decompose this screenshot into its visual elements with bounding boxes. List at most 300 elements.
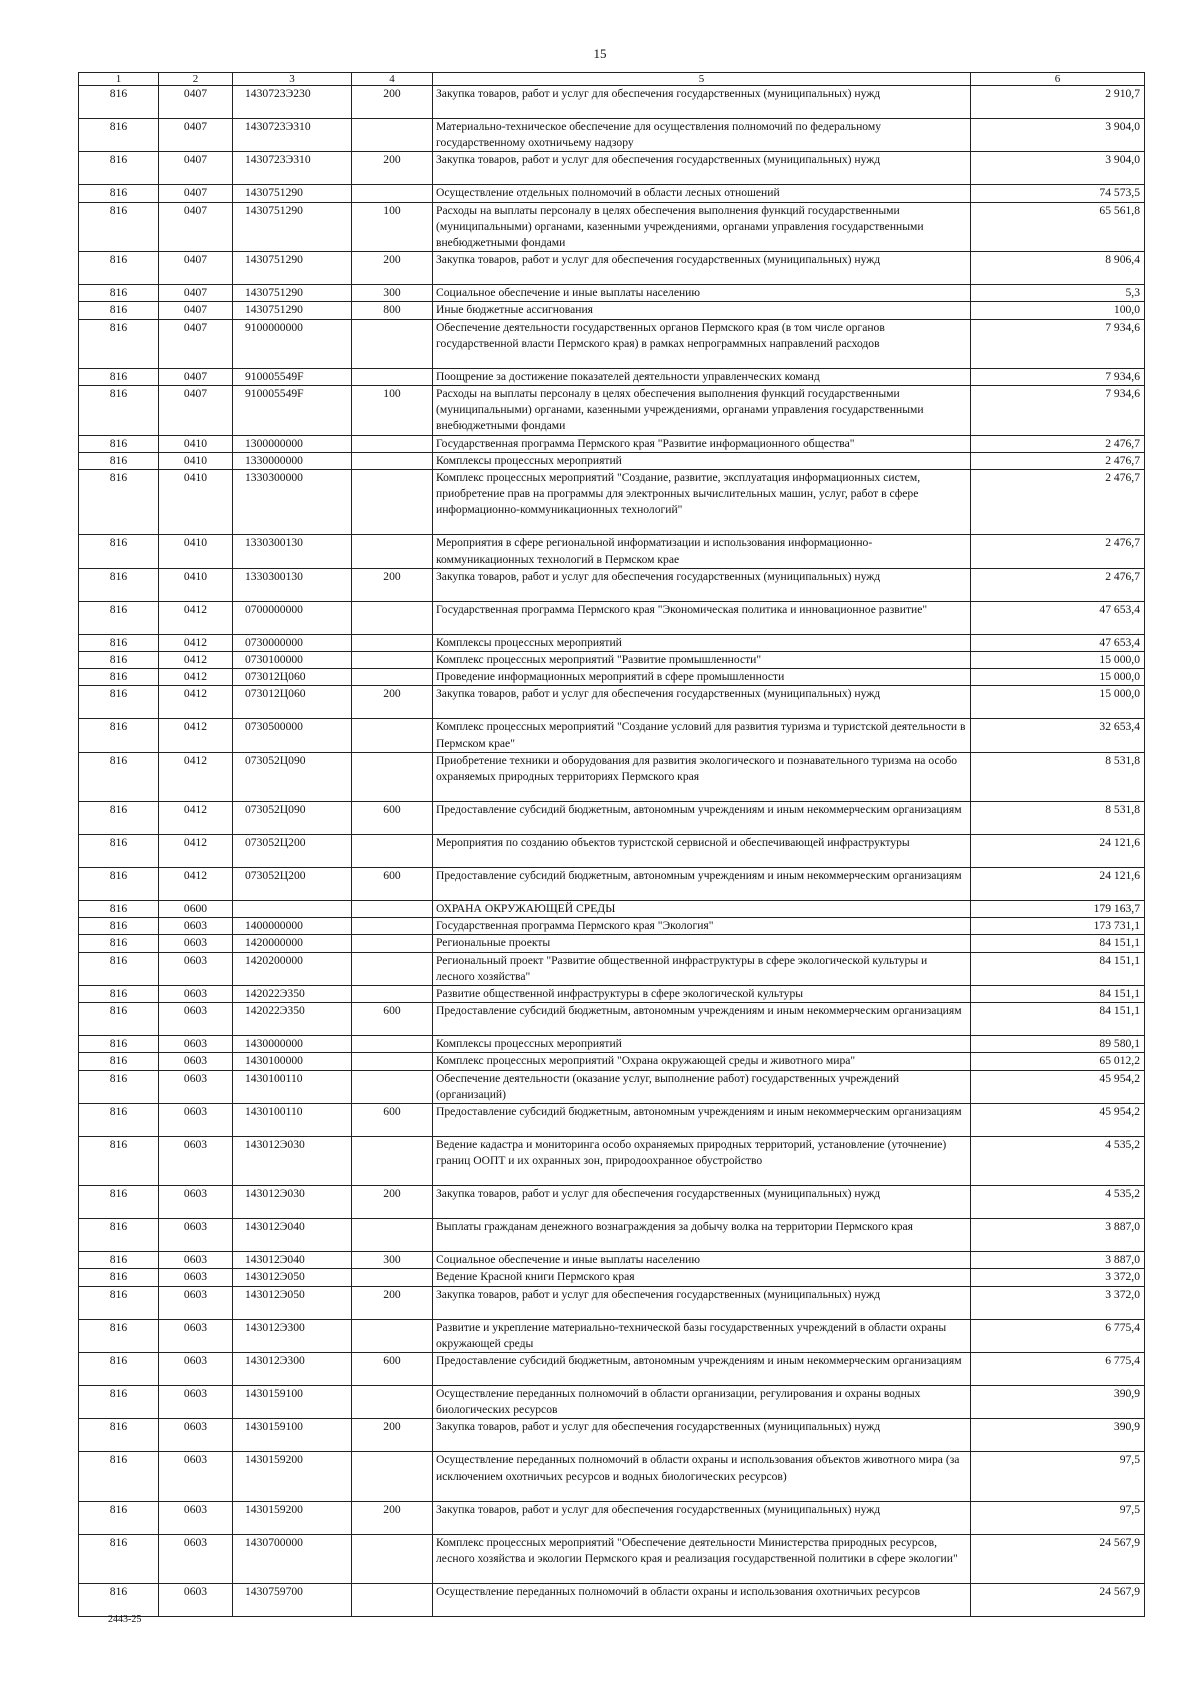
ministry-code-cell: 816 bbox=[79, 1501, 159, 1534]
amount-cell: 8 531,8 bbox=[971, 802, 1145, 835]
ministry-code-cell: 816 bbox=[79, 1252, 159, 1269]
description-cell: Поощрение за достижение показателей деятельности управленческих команд bbox=[433, 368, 971, 385]
section-code-cell: 0412 bbox=[159, 868, 233, 901]
ministry-code-cell: 816 bbox=[79, 652, 159, 669]
table-row bbox=[79, 719, 1145, 752]
expense-type-cell: 100 bbox=[352, 386, 433, 436]
expense-type-cell bbox=[352, 319, 433, 368]
expense-type-cell bbox=[352, 470, 433, 535]
target-article-cell: 1430751290 bbox=[233, 185, 352, 202]
amount-cell: 8 531,8 bbox=[971, 752, 1145, 801]
expense-type-cell bbox=[352, 634, 433, 651]
table-row bbox=[79, 1452, 1145, 1501]
amount-cell: 390,9 bbox=[971, 1386, 1145, 1419]
target-article-cell: 0730000000 bbox=[233, 634, 352, 651]
section-code-cell: 0603 bbox=[159, 1104, 233, 1137]
expense-type-cell bbox=[352, 1036, 433, 1053]
ministry-code-cell: 816 bbox=[79, 901, 159, 918]
expense-type-cell bbox=[352, 435, 433, 452]
table-row bbox=[79, 1583, 1145, 1616]
amount-cell: 45 954,2 bbox=[971, 1104, 1145, 1137]
amount-cell: 84 151,1 bbox=[971, 952, 1145, 985]
target-article-cell: 073052Ц200 bbox=[233, 835, 352, 868]
target-article-cell: 1430751290 bbox=[233, 302, 352, 319]
expense-type-cell bbox=[352, 185, 433, 202]
ministry-code-cell: 816 bbox=[79, 952, 159, 985]
amount-cell: 3 372,0 bbox=[971, 1286, 1145, 1319]
section-code-cell: 0412 bbox=[159, 752, 233, 801]
target-article-cell: 1430159200 bbox=[233, 1452, 352, 1501]
ministry-code-cell: 816 bbox=[79, 1104, 159, 1137]
expense-type-cell bbox=[352, 1386, 433, 1419]
table-row bbox=[79, 1137, 1145, 1186]
section-code-cell: 0412 bbox=[159, 652, 233, 669]
description-cell: Закупка товаров, работ и услуг для обеспечения государственных (муниципальных) нужд bbox=[433, 252, 971, 285]
amount-cell: 2 476,7 bbox=[971, 568, 1145, 601]
description-cell: ОХРАНА ОКРУЖАЮЩЕЙ СРЕДЫ bbox=[433, 901, 971, 918]
section-code-cell: 0603 bbox=[159, 935, 233, 952]
amount-cell: 4 535,2 bbox=[971, 1137, 1145, 1186]
target-article-cell bbox=[233, 901, 352, 918]
expense-type-cell bbox=[352, 935, 433, 952]
table-row bbox=[79, 1219, 1145, 1252]
description-cell: Развитие общественной инфраструктуры в сфере экологической культуры bbox=[433, 986, 971, 1003]
description-cell: Осуществление переданных полномочий в области охраны и использования объектов животного мира (за исключением охотничьих ресурсов и водных биологических ресурсов) bbox=[433, 1452, 971, 1501]
table-row bbox=[79, 952, 1145, 985]
target-article-cell: 0730100000 bbox=[233, 652, 352, 669]
amount-cell: 173 731,1 bbox=[971, 918, 1145, 935]
expense-type-cell bbox=[352, 669, 433, 686]
target-article-cell: 143012Э040 bbox=[233, 1252, 352, 1269]
section-code-cell: 0412 bbox=[159, 835, 233, 868]
amount-cell: 24 567,9 bbox=[971, 1534, 1145, 1583]
amount-cell: 45 954,2 bbox=[971, 1070, 1145, 1103]
description-cell: Комплекс процессных мероприятий "Создание, развитие, эксплуатация информационных систем, приобретение прав на программы для электронных вычислительных машин, услуг, работ в сфере информационно-коммуникационных технологий" bbox=[433, 470, 971, 535]
ministry-code-cell: 816 bbox=[79, 285, 159, 302]
amount-cell: 2 476,7 bbox=[971, 535, 1145, 568]
table-row bbox=[79, 1104, 1145, 1137]
expense-type-cell: 200 bbox=[352, 86, 433, 119]
amount-cell: 47 653,4 bbox=[971, 634, 1145, 651]
target-article-cell: 143012Э050 bbox=[233, 1286, 352, 1319]
expense-type-cell bbox=[352, 918, 433, 935]
section-code-cell: 0603 bbox=[159, 1386, 233, 1419]
ministry-code-cell: 816 bbox=[79, 634, 159, 651]
ministry-code-cell: 816 bbox=[79, 119, 159, 152]
amount-cell: 3 372,0 bbox=[971, 1269, 1145, 1286]
description-cell: Обеспечение деятельности государственных органов Пермского края (в том числе органов государственной власти Пермского края) в рамках непрограммных направлений расходов bbox=[433, 319, 971, 368]
ministry-code-cell: 816 bbox=[79, 1053, 159, 1070]
table-row bbox=[79, 634, 1145, 651]
ministry-code-cell: 816 bbox=[79, 686, 159, 719]
amount-cell: 15 000,0 bbox=[971, 652, 1145, 669]
table-row bbox=[79, 1534, 1145, 1583]
expense-type-cell bbox=[352, 652, 433, 669]
section-code-cell: 0603 bbox=[159, 1137, 233, 1186]
description-cell: Комплексы процессных мероприятий bbox=[433, 634, 971, 651]
amount-cell: 84 151,1 bbox=[971, 935, 1145, 952]
section-code-cell: 0412 bbox=[159, 802, 233, 835]
table-row bbox=[79, 918, 1145, 935]
description-cell: Региональные проекты bbox=[433, 935, 971, 952]
section-code-cell: 0410 bbox=[159, 568, 233, 601]
target-article-cell: 1420000000 bbox=[233, 935, 352, 952]
target-article-cell: 1430751290 bbox=[233, 285, 352, 302]
section-code-cell: 0407 bbox=[159, 202, 233, 252]
table-row bbox=[79, 1269, 1145, 1286]
section-code-cell: 0407 bbox=[159, 368, 233, 385]
target-article-cell: 143012Э300 bbox=[233, 1319, 352, 1352]
description-cell: Проведение информационных мероприятий в сфере промышленности bbox=[433, 669, 971, 686]
section-code-cell: 0410 bbox=[159, 435, 233, 452]
section-code-cell: 0412 bbox=[159, 634, 233, 651]
description-cell: Ведение Красной книги Пермского края bbox=[433, 1269, 971, 1286]
table-row bbox=[79, 202, 1145, 252]
target-article-cell: 142022Э350 bbox=[233, 986, 352, 1003]
description-cell: Мероприятия по созданию объектов туристской сервисной и обеспечивающей инфраструктуры bbox=[433, 835, 971, 868]
description-cell: Региональный проект "Развитие общественной инфраструктуры в сфере экологической культуры и лесного хозяйства" bbox=[433, 952, 971, 985]
amount-cell: 84 151,1 bbox=[971, 986, 1145, 1003]
expense-type-cell bbox=[352, 1070, 433, 1103]
expense-type-cell bbox=[352, 452, 433, 469]
section-code-cell: 0407 bbox=[159, 302, 233, 319]
table-row bbox=[79, 901, 1145, 918]
target-article-cell: 073052Ц200 bbox=[233, 868, 352, 901]
ministry-code-cell: 816 bbox=[79, 368, 159, 385]
table-row bbox=[79, 470, 1145, 535]
amount-cell: 8 906,4 bbox=[971, 252, 1145, 285]
target-article-cell: 143012Э030 bbox=[233, 1137, 352, 1186]
description-cell: Предоставление субсидий бюджетным, автономным учреждениям и иным некоммерческим организациям bbox=[433, 1353, 971, 1386]
table-row bbox=[79, 1419, 1145, 1452]
target-article-cell: 073052Ц090 bbox=[233, 802, 352, 835]
target-article-cell: 1400000000 bbox=[233, 918, 352, 935]
expense-type-cell bbox=[352, 535, 433, 568]
amount-cell: 24 567,9 bbox=[971, 1583, 1145, 1616]
table-row bbox=[79, 86, 1145, 119]
amount-cell: 2 910,7 bbox=[971, 86, 1145, 119]
section-code-cell: 0603 bbox=[159, 1319, 233, 1352]
target-article-cell: 1430751290 bbox=[233, 252, 352, 285]
table-row bbox=[79, 935, 1145, 952]
section-code-cell: 0603 bbox=[159, 918, 233, 935]
table-row bbox=[79, 368, 1145, 385]
expense-type-cell: 100 bbox=[352, 202, 433, 252]
ministry-code-cell: 816 bbox=[79, 1419, 159, 1452]
ministry-code-cell: 816 bbox=[79, 435, 159, 452]
expense-type-cell: 600 bbox=[352, 1353, 433, 1386]
column-header: 3 bbox=[233, 73, 352, 86]
amount-cell: 7 934,6 bbox=[971, 368, 1145, 385]
ministry-code-cell: 816 bbox=[79, 470, 159, 535]
description-cell: Предоставление субсидий бюджетным, автономным учреждениям и иным некоммерческим организациям bbox=[433, 868, 971, 901]
description-cell: Закупка товаров, работ и услуг для обеспечения государственных (муниципальных) нужд bbox=[433, 1501, 971, 1534]
section-code-cell: 0412 bbox=[159, 669, 233, 686]
ministry-code-cell: 816 bbox=[79, 252, 159, 285]
table-row bbox=[79, 1501, 1145, 1534]
ministry-code-cell: 816 bbox=[79, 868, 159, 901]
section-code-cell: 0603 bbox=[159, 1003, 233, 1036]
target-article-cell: 1430100110 bbox=[233, 1070, 352, 1103]
description-cell: Комплекс процессных мероприятий "Создание условий для развития туризма и туристской деятельности в Пермском крае" bbox=[433, 719, 971, 752]
expense-type-cell bbox=[352, 368, 433, 385]
expense-type-cell bbox=[352, 952, 433, 985]
table-row bbox=[79, 1386, 1145, 1419]
expense-type-cell bbox=[352, 119, 433, 152]
ministry-code-cell: 816 bbox=[79, 1036, 159, 1053]
amount-cell: 7 934,6 bbox=[971, 319, 1145, 368]
ministry-code-cell: 816 bbox=[79, 319, 159, 368]
amount-cell: 390,9 bbox=[971, 1419, 1145, 1452]
ministry-code-cell: 816 bbox=[79, 1534, 159, 1583]
ministry-code-cell: 816 bbox=[79, 752, 159, 801]
description-cell: Закупка товаров, работ и услуг для обеспечения государственных (муниципальных) нужд bbox=[433, 568, 971, 601]
expense-type-cell: 600 bbox=[352, 868, 433, 901]
description-cell: Предоставление субсидий бюджетным, автономным учреждениям и иным некоммерческим организациям bbox=[433, 802, 971, 835]
target-article-cell: 073012Ц060 bbox=[233, 686, 352, 719]
description-cell: Комплексы процессных мероприятий bbox=[433, 452, 971, 469]
target-article-cell: 1330000000 bbox=[233, 452, 352, 469]
target-article-cell: 142022Э350 bbox=[233, 1003, 352, 1036]
section-code-cell: 0603 bbox=[159, 986, 233, 1003]
ministry-code-cell: 816 bbox=[79, 601, 159, 634]
table-row bbox=[79, 535, 1145, 568]
expense-type-cell: 300 bbox=[352, 1252, 433, 1269]
amount-cell: 32 653,4 bbox=[971, 719, 1145, 752]
section-code-cell: 0412 bbox=[159, 719, 233, 752]
description-cell: Предоставление субсидий бюджетным, автономным учреждениям и иным некоммерческим организациям bbox=[433, 1003, 971, 1036]
expense-type-cell: 200 bbox=[352, 1501, 433, 1534]
expense-type-cell: 200 bbox=[352, 1186, 433, 1219]
target-article-cell: 073052Ц090 bbox=[233, 752, 352, 801]
expense-type-cell: 200 bbox=[352, 686, 433, 719]
ministry-code-cell: 816 bbox=[79, 986, 159, 1003]
ministry-code-cell: 816 bbox=[79, 1286, 159, 1319]
expense-type-cell: 200 bbox=[352, 152, 433, 185]
amount-cell: 6 775,4 bbox=[971, 1319, 1145, 1352]
table-row bbox=[79, 835, 1145, 868]
table-header-row bbox=[79, 73, 1145, 86]
target-article-cell: 0700000000 bbox=[233, 601, 352, 634]
expense-type-cell bbox=[352, 835, 433, 868]
column-header: 1 bbox=[79, 73, 159, 86]
description-cell: Государственная программа Пермского края "Экономическая политика и инновационное развитие" bbox=[433, 601, 971, 634]
expense-type-cell bbox=[352, 601, 433, 634]
amount-cell: 4 535,2 bbox=[971, 1186, 1145, 1219]
target-article-cell: 1430723Э230 bbox=[233, 86, 352, 119]
section-code-cell: 0603 bbox=[159, 1286, 233, 1319]
amount-cell: 5,3 bbox=[971, 285, 1145, 302]
table-row bbox=[79, 986, 1145, 1003]
section-code-cell: 0603 bbox=[159, 1501, 233, 1534]
section-code-cell: 0603 bbox=[159, 1036, 233, 1053]
section-code-cell: 0407 bbox=[159, 185, 233, 202]
amount-cell: 74 573,5 bbox=[971, 185, 1145, 202]
target-article-cell: 1430751290 bbox=[233, 202, 352, 252]
expense-type-cell: 200 bbox=[352, 1286, 433, 1319]
target-article-cell: 9100000000 bbox=[233, 319, 352, 368]
description-cell: Предоставление субсидий бюджетным, автономным учреждениям и иным некоммерческим организациям bbox=[433, 1104, 971, 1137]
table-row bbox=[79, 452, 1145, 469]
description-cell: Обеспечение деятельности (оказание услуг, выполнение работ) государственных учреждений (организаций) bbox=[433, 1070, 971, 1103]
ministry-code-cell: 816 bbox=[79, 302, 159, 319]
section-code-cell: 0603 bbox=[159, 1534, 233, 1583]
table-row bbox=[79, 1070, 1145, 1103]
description-cell: Государственная программа Пермского края "Развитие информационного общества" bbox=[433, 435, 971, 452]
expense-type-cell: 800 bbox=[352, 302, 433, 319]
amount-cell: 47 653,4 bbox=[971, 601, 1145, 634]
section-code-cell: 0407 bbox=[159, 119, 233, 152]
section-code-cell: 0407 bbox=[159, 319, 233, 368]
section-code-cell: 0407 bbox=[159, 386, 233, 436]
ministry-code-cell: 816 bbox=[79, 535, 159, 568]
ministry-code-cell: 816 bbox=[79, 719, 159, 752]
description-cell: Осуществление отдельных полномочий в области лесных отношений bbox=[433, 185, 971, 202]
section-code-cell: 0407 bbox=[159, 86, 233, 119]
amount-cell: 3 904,0 bbox=[971, 152, 1145, 185]
description-cell: Выплаты гражданам денежного вознаграждения за добычу волка на территории Пермского края bbox=[433, 1219, 971, 1252]
target-article-cell: 1430000000 bbox=[233, 1036, 352, 1053]
table-row bbox=[79, 669, 1145, 686]
amount-cell: 3 887,0 bbox=[971, 1252, 1145, 1269]
expense-type-cell: 300 bbox=[352, 285, 433, 302]
target-article-cell: 143012Э030 bbox=[233, 1186, 352, 1219]
column-header: 4 bbox=[352, 73, 433, 86]
target-article-cell: 1430723Э310 bbox=[233, 152, 352, 185]
amount-cell: 179 163,7 bbox=[971, 901, 1145, 918]
table-row bbox=[79, 686, 1145, 719]
ministry-code-cell: 816 bbox=[79, 1070, 159, 1103]
expense-type-cell: 200 bbox=[352, 568, 433, 601]
table-row bbox=[79, 285, 1145, 302]
description-cell: Ведение кадастра и мониторинга особо охраняемых природных территорий, установление (уточнение) границ ООПТ и их охранных зон, природоохранное обустройство bbox=[433, 1137, 971, 1186]
section-code-cell: 0407 bbox=[159, 152, 233, 185]
ministry-code-cell: 816 bbox=[79, 1583, 159, 1616]
expense-type-cell bbox=[352, 1053, 433, 1070]
table-row bbox=[79, 152, 1145, 185]
budget-table bbox=[78, 72, 1145, 1617]
amount-cell: 65 012,2 bbox=[971, 1053, 1145, 1070]
ministry-code-cell: 816 bbox=[79, 1219, 159, 1252]
expense-type-cell bbox=[352, 901, 433, 918]
table-row bbox=[79, 601, 1145, 634]
description-cell: Приобретение техники и оборудования для развития экологического и познавательного туризма на особо охраняемых природных территориях Пермского края bbox=[433, 752, 971, 801]
description-cell: Социальное обеспечение и иные выплаты населению bbox=[433, 1252, 971, 1269]
description-cell: Социальное обеспечение и иные выплаты населению bbox=[433, 285, 971, 302]
amount-cell: 2 476,7 bbox=[971, 470, 1145, 535]
section-code-cell: 0603 bbox=[159, 1053, 233, 1070]
table-row bbox=[79, 1353, 1145, 1386]
expense-type-cell bbox=[352, 1583, 433, 1616]
expense-type-cell: 600 bbox=[352, 802, 433, 835]
section-code-cell: 0407 bbox=[159, 252, 233, 285]
description-cell: Комплекс процессных мероприятий "Охрана окружающей среды и животного мира" bbox=[433, 1053, 971, 1070]
expense-type-cell bbox=[352, 986, 433, 1003]
table-row bbox=[79, 1286, 1145, 1319]
section-code-cell: 0407 bbox=[159, 285, 233, 302]
amount-cell: 24 121,6 bbox=[971, 868, 1145, 901]
table-row bbox=[79, 802, 1145, 835]
ministry-code-cell: 816 bbox=[79, 1452, 159, 1501]
ministry-code-cell: 816 bbox=[79, 802, 159, 835]
ministry-code-cell: 816 bbox=[79, 152, 159, 185]
expense-type-cell: 200 bbox=[352, 1419, 433, 1452]
description-cell: Государственная программа Пермского края "Экология" bbox=[433, 918, 971, 935]
description-cell: Развитие и укрепление материально-технической базы государственных учреждений в области охраны окружающей среды bbox=[433, 1319, 971, 1352]
target-article-cell: 143012Э050 bbox=[233, 1269, 352, 1286]
target-article-cell: 1430159100 bbox=[233, 1386, 352, 1419]
description-cell: Материально-техническое обеспечение для осуществления полномочий по федеральному государственному охотничьему надзору bbox=[433, 119, 971, 152]
table-row bbox=[79, 1036, 1145, 1053]
expense-type-cell: 600 bbox=[352, 1003, 433, 1036]
section-code-cell: 0410 bbox=[159, 470, 233, 535]
target-article-cell: 1420200000 bbox=[233, 952, 352, 985]
amount-cell: 3 904,0 bbox=[971, 119, 1145, 152]
target-article-cell: 073012Ц060 bbox=[233, 669, 352, 686]
ministry-code-cell: 816 bbox=[79, 386, 159, 436]
description-cell: Закупка товаров, работ и услуг для обеспечения государственных (муниципальных) нужд bbox=[433, 1286, 971, 1319]
expense-type-cell bbox=[352, 1269, 433, 1286]
target-article-cell: 1330300000 bbox=[233, 470, 352, 535]
page-number: 15 bbox=[593, 46, 607, 61]
ministry-code-cell: 816 bbox=[79, 918, 159, 935]
target-article-cell: 1330300130 bbox=[233, 535, 352, 568]
amount-cell: 89 580,1 bbox=[971, 1036, 1145, 1053]
ministry-code-cell: 816 bbox=[79, 669, 159, 686]
section-code-cell: 0603 bbox=[159, 952, 233, 985]
description-cell: Закупка товаров, работ и услуг для обеспечения государственных (муниципальных) нужд bbox=[433, 1419, 971, 1452]
target-article-cell: 910005549F bbox=[233, 368, 352, 385]
table-row bbox=[79, 185, 1145, 202]
table-row bbox=[79, 1319, 1145, 1352]
expense-type-cell bbox=[352, 1219, 433, 1252]
table-row bbox=[79, 302, 1145, 319]
table-row bbox=[79, 319, 1145, 368]
target-article-cell: 1430159200 bbox=[233, 1501, 352, 1534]
table-row bbox=[79, 1186, 1145, 1219]
description-cell: Расходы на выплаты персоналу в целях обеспечения выполнения функций государственными (муниципальными) органами, казенными учреждениями, органами управления государственными внебюджетными фондами bbox=[433, 202, 971, 252]
target-article-cell: 910005549F bbox=[233, 386, 352, 436]
ministry-code-cell: 816 bbox=[79, 1353, 159, 1386]
column-header: 2 bbox=[159, 73, 233, 86]
table-row bbox=[79, 386, 1145, 436]
section-code-cell: 0603 bbox=[159, 1186, 233, 1219]
section-code-cell: 0412 bbox=[159, 601, 233, 634]
ministry-code-cell: 816 bbox=[79, 1319, 159, 1352]
target-article-cell: 1300000000 bbox=[233, 435, 352, 452]
description-cell: Осуществление переданных полномочий в области организации, регулирования и охраны водных биологических ресурсов bbox=[433, 1386, 971, 1419]
section-code-cell: 0603 bbox=[159, 1419, 233, 1452]
table-row bbox=[79, 119, 1145, 152]
table-row bbox=[79, 752, 1145, 801]
description-cell: Мероприятия в сфере региональной информатизации и использования информационно-коммуникационных технологий в Пермском крае bbox=[433, 535, 971, 568]
target-article-cell: 1430159100 bbox=[233, 1419, 352, 1452]
section-code-cell: 0410 bbox=[159, 535, 233, 568]
column-header: 5 bbox=[433, 73, 971, 86]
description-cell: Закупка товаров, работ и услуг для обеспечения государственных (муниципальных) нужд bbox=[433, 1186, 971, 1219]
expense-type-cell bbox=[352, 1452, 433, 1501]
expense-type-cell bbox=[352, 752, 433, 801]
table-row bbox=[79, 568, 1145, 601]
description-cell: Закупка товаров, работ и услуг для обеспечения государственных (муниципальных) нужд bbox=[433, 152, 971, 185]
section-code-cell: 0603 bbox=[159, 1353, 233, 1386]
section-code-cell: 0600 bbox=[159, 901, 233, 918]
amount-cell: 2 476,7 bbox=[971, 452, 1145, 469]
target-article-cell: 143012Э040 bbox=[233, 1219, 352, 1252]
ministry-code-cell: 816 bbox=[79, 202, 159, 252]
amount-cell: 6 775,4 bbox=[971, 1353, 1145, 1386]
ministry-code-cell: 816 bbox=[79, 1269, 159, 1286]
